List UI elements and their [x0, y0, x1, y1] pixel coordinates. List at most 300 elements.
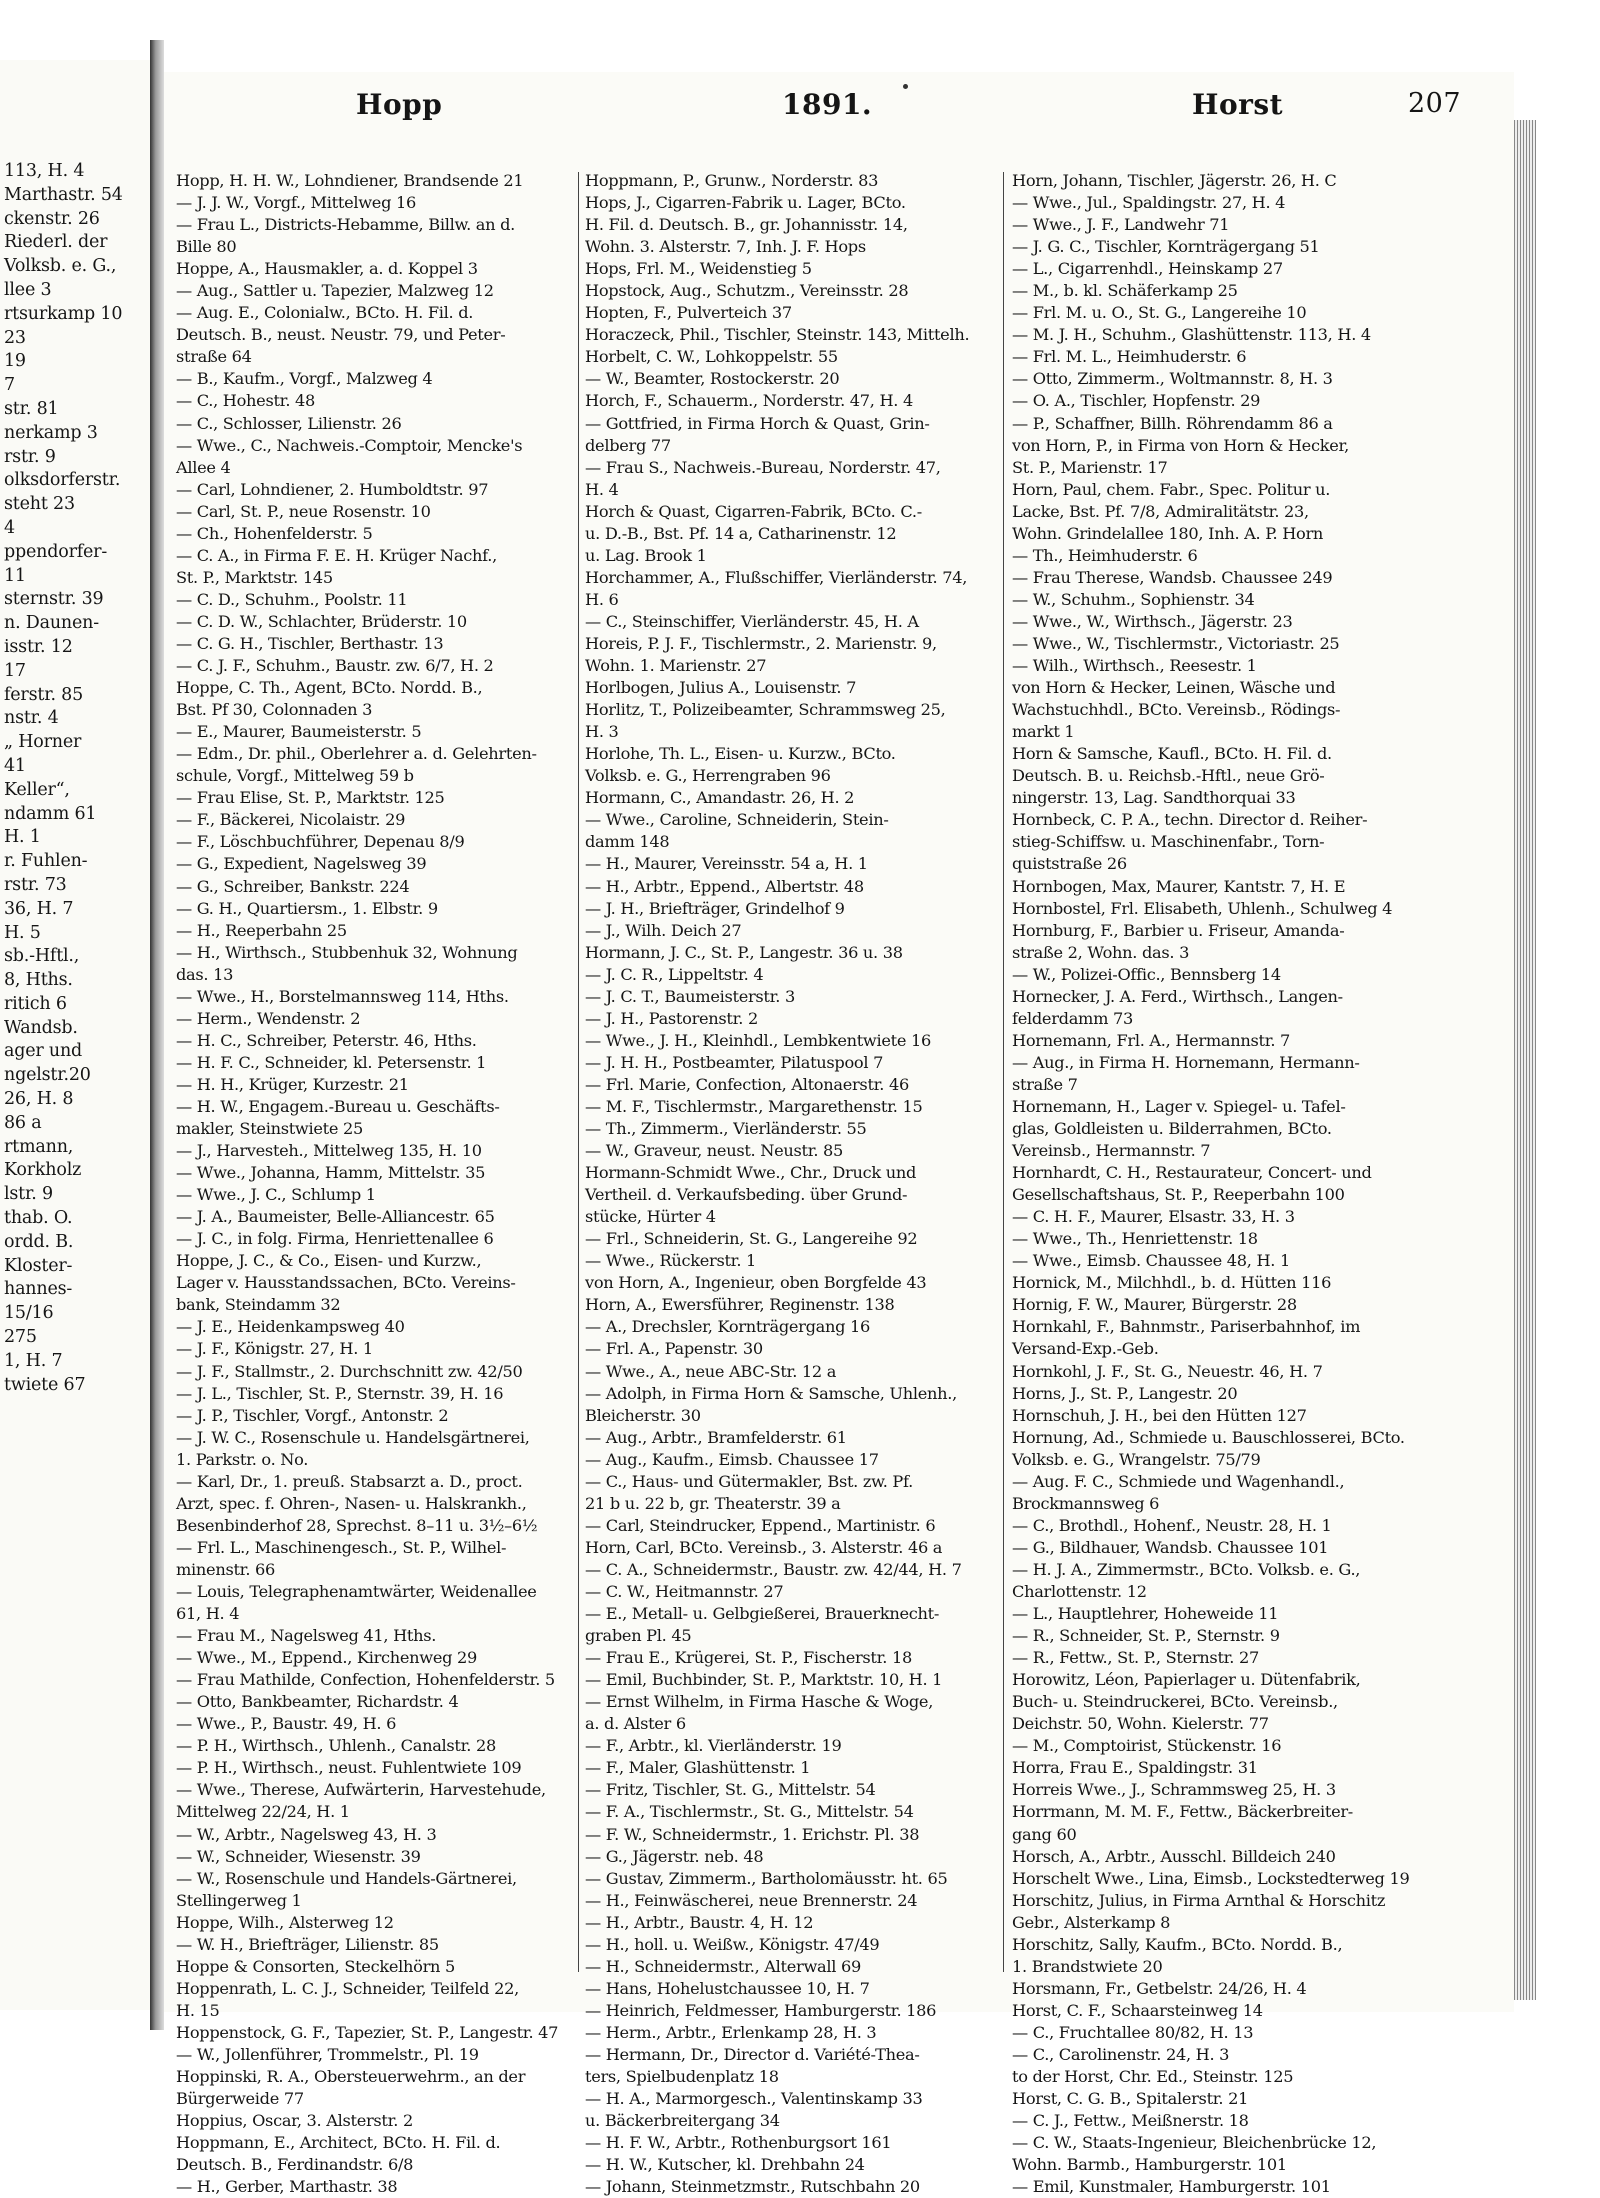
directory-entry-line: — Wwe., M., Eppend., Kirchenweg 29: [176, 1648, 478, 1668]
left-page-text-fragment: 275: [4, 1327, 37, 1348]
directory-entry-line: — Gustav, Zimmerm., Bartholomäusstr. ht. 65: [585, 1868, 948, 1888]
directory-entry-line: Wohn. 1. Marienstr. 27: [585, 656, 767, 676]
directory-entry-line: Horlitz, T., Polizeibeamter, Schrammsweg 25,: [585, 700, 946, 720]
directory-entry-line: — O. A., Tischler, Hopfenstr. 29: [1012, 391, 1261, 411]
directory-entry-line: Hornbeck, C. P. A., techn. Director d. Reiher-: [1012, 810, 1368, 830]
directory-entry-line: — Emil, Buchbinder, St. P., Marktstr. 10, H. 1: [585, 1670, 943, 1690]
left-page-text-fragment: rstr. 73: [4, 874, 67, 895]
directory-entry-line: Hoppenrath, L. C. J., Schneider, Teilfeld 22,: [176, 1978, 519, 1998]
directory-entry-line: Hoppmann, E., Architect, BCto. H. Fil. d.: [176, 2133, 501, 2153]
directory-entry-line: — Wwe., P., Baustr. 49, H. 6: [176, 1714, 397, 1734]
directory-entry-line: — C. D. W., Schlachter, Brüderstr. 10: [176, 611, 467, 631]
directory-entry-line: — Gottfried, in Firma Horch & Quast, Grin-: [585, 413, 930, 433]
directory-entry-line: 61, H. 4: [176, 1604, 240, 1624]
directory-entry-line: Hornbogen, Max, Maurer, Kantstr. 7, H. E: [1012, 876, 1346, 896]
directory-entry-line: von Horn, A., Ingenieur, oben Borgfelde 43: [585, 1273, 927, 1293]
left-page-text-fragment: n. Daunen-: [4, 613, 99, 634]
directory-entry-line: — Aug., Arbtr., Bramfelderstr. 61: [585, 1427, 847, 1447]
directory-entry-line: a. d. Alster 6: [585, 1714, 686, 1734]
directory-entry-line: — Wwe., W., Tischlermstr., Victoriastr. 25: [1012, 633, 1340, 653]
directory-entry-line: Volksb. e. G., Wrangelstr. 75/79: [1012, 1449, 1261, 1469]
directory-entry-line: Wachstuchhdl., BCto. Vereinsb., Rödings-: [1012, 700, 1341, 720]
book-binding: [150, 40, 164, 2030]
directory-entry-line: — C. A., in Firma F. E. H. Krüger Nachf.,: [176, 545, 497, 565]
directory-entry-line: Horschelt Wwe., Lina, Eimsb., Lockstedterweg 19: [1012, 1868, 1410, 1888]
directory-entry-line: — J., Harvesteh., Mittelweg 135, H. 10: [176, 1141, 482, 1161]
directory-entry-line: — H., Wirthsch., Stubbenhuk 32, Wohnung: [176, 942, 518, 962]
directory-entry-line: — C. G. H., Tischler, Berthastr. 13: [176, 633, 444, 653]
directory-entry-line: — W., Arbtr., Nagelsweg 43, H. 3: [176, 1824, 437, 1844]
directory-entry-line: von Horn, P., in Firma von Horn & Hecker,: [1012, 435, 1350, 455]
directory-entry-line: — Aug. F. C., Schmiede und Wagenhandl.,: [1012, 1471, 1345, 1491]
directory-entry-line: Horn, Carl, BCto. Vereinsb., 3. Alsterstr. 46 a: [585, 1537, 943, 1557]
directory-entry-line: Hornig, F. W., Maurer, Bürgerstr. 28: [1012, 1295, 1297, 1315]
directory-entry-line: Horschitz, Julius, in Firma Arnthal & Horschitz: [1012, 1890, 1386, 1910]
left-page-text-fragment: „ Horner: [4, 732, 82, 753]
left-page-text-fragment: ndamm 61: [4, 803, 97, 824]
directory-entry-line: Charlottenstr. 12: [1012, 1582, 1147, 1601]
directory-entry-line: damm 148: [585, 832, 670, 852]
directory-entry-line: — Frl. Marie, Confection, Altonaerstr. 46: [585, 1074, 909, 1094]
directory-entry-line: — F., Bäckerei, Nicolaistr. 29: [176, 810, 406, 830]
left-page-text-fragment: hannes-: [4, 1279, 73, 1300]
directory-entry-line: — J. H., Pastorenstr. 2: [585, 1008, 758, 1028]
directory-entry-line: — C., Fruchtallee 80/82, H. 13: [1012, 2022, 1254, 2042]
directory-entry-line: Hoppmann, P., Grunw., Norderstr. 83: [585, 171, 879, 190]
directory-entry-line: Wohn. 3. Alsterstr. 7, Inh. J. F. Hops: [585, 237, 866, 257]
directory-entry-line: — J. H., Briefträger, Grindelhof 9: [585, 898, 845, 918]
left-page-text-fragment: Marthastr. 54: [4, 184, 123, 205]
directory-entry-line: — J., Wilh. Deich 27: [585, 920, 742, 940]
directory-entry-line: — C. J. F., Schuhm., Baustr. zw. 6/7, H. 2: [176, 656, 494, 676]
directory-entry-line: schule, Vorgf., Mittelweg 59 b: [176, 766, 414, 786]
directory-entry-line: — M. F., Tischlermstr., Margarethenstr. 15: [585, 1096, 923, 1116]
left-page-text-fragment: ferstr. 85: [4, 684, 84, 705]
directory-entry-line: — H., Feinwäscherei, neue Brennerstr. 24: [585, 1890, 918, 1910]
directory-entry-line: Hoppe, A., Hausmakler, a. d. Koppel 3: [176, 259, 478, 279]
left-page-text-fragment: ckenstr. 26: [4, 208, 100, 229]
directory-entry-line: — C. H. F., Maurer, Elsastr. 33, H. 3: [1012, 1207, 1295, 1227]
directory-entry-line: Horsmann, Fr., Getbelstr. 24/26, H. 4: [1012, 1978, 1307, 1998]
directory-entry-line: — H., Schneidermstr., Alterwall 69: [585, 1956, 861, 1976]
directory-entry-line: — Johann, Steinmetzmstr., Rutschbahn 20: [585, 2177, 920, 2197]
directory-entry-line: — G., Expedient, Nagelsweg 39: [176, 854, 427, 874]
left-page-text-fragment: olksdorferstr.: [4, 470, 121, 491]
directory-entry-line: Horrmann, M. M. F., Fettw., Bäckerbreiter-: [1012, 1802, 1353, 1822]
directory-entry-line: Besenbinderhof 28, Sprechst. 8–11 u. 3½–6½: [176, 1515, 538, 1535]
directory-entry-line: — Wwe., Th., Henriettenstr. 18: [1012, 1229, 1258, 1249]
directory-entry-line: — W. H., Briefträger, Lilienstr. 85: [176, 1934, 439, 1954]
left-page-text-fragment: llee 3: [4, 279, 52, 300]
directory-entry-line: — Carl, St. P., neue Rosenstr. 10: [176, 501, 431, 521]
directory-entry-line: Hopten, F., Pulverteich 37: [585, 303, 792, 323]
left-page-text-fragment: nstr. 4: [4, 708, 59, 729]
directory-entry-line: — Frau L., Districts-Hebamme, Billw. an d.: [176, 215, 516, 235]
left-page-text-fragment: 23: [4, 327, 26, 348]
directory-entry-line: Horaczeck, Phil., Tischler, Steinstr. 143, Mittelh.: [585, 325, 970, 345]
directory-entry-line: straße 7: [1012, 1074, 1078, 1094]
directory-entry-line: Allee 4: [176, 457, 231, 477]
directory-entry-line: Mittelweg 22/24, H. 1: [176, 1802, 350, 1822]
directory-entry-line: — C. A., Schneidermstr., Baustr. zw. 42/44, H. 7: [585, 1559, 962, 1579]
left-page-text-fragment: 11: [4, 565, 26, 586]
directory-entry-line: — Wwe., C., Nachweis.-Comptoir, Mencke's: [176, 435, 523, 455]
directory-entry-line: felderdamm 73: [1012, 1008, 1133, 1028]
directory-entry-line: — H. W., Engagem.-Bureau u. Geschäfts-: [176, 1096, 500, 1116]
directory-entry-line: H. Fil. d. Deutsch. B., gr. Johannisstr. 14,: [585, 215, 908, 235]
directory-entry-line: — Frau Elise, St. P., Marktstr. 125: [176, 788, 445, 808]
directory-entry-line: — C. W., Staats-Ingenieur, Bleichenbrücke 12,: [1012, 2133, 1377, 2153]
directory-entry-line: — Th., Zimmerm., Vierländerstr. 55: [585, 1119, 867, 1139]
directory-entry-line: — J. F., Stallmstr., 2. Durchschnitt zw. 42/50: [176, 1361, 523, 1381]
directory-entry-line: stieg-Schiffsw. u. Maschinenfabr., Torn-: [1012, 832, 1325, 852]
directory-entry-line: Buch- u. Steindruckerei, BCto. Vereinsb.,: [1012, 1692, 1338, 1712]
directory-entry-line: gang 60: [1012, 1824, 1077, 1844]
directory-entry-line: 1. Parkstr. o. No.: [176, 1449, 309, 1469]
left-page-text-fragment: ritich 6: [4, 993, 67, 1014]
directory-entry-line: Hormann, C., Amandastr. 26, H. 2: [585, 788, 855, 808]
directory-entry-line: — C., Hohestr. 48: [176, 391, 316, 411]
directory-entry-line: ters, Spielbudenplatz 18: [585, 2067, 779, 2087]
directory-entry-line: — Wwe., H., Borstelmannsweg 114, Hths.: [176, 986, 509, 1006]
directory-entry-line: Vereinsb., Hermannstr. 7: [1012, 1141, 1211, 1161]
directory-entry-line: — G., Bildhauer, Wandsb. Chaussee 101: [1012, 1537, 1329, 1557]
directory-entry-line: quiststraße 26: [1012, 854, 1127, 874]
directory-entry-line: Hoppe & Consorten, Steckelhörn 5: [176, 1956, 456, 1976]
directory-entry-line: — L., Hauptlehrer, Hoheweide 11: [1012, 1604, 1279, 1624]
directory-entry-line: — J. C., in folg. Firma, Henriettenallee 6: [176, 1229, 494, 1249]
directory-entry-line: Deutsch. B. u. Reichsb.-Hftl., neue Grö-: [1012, 766, 1325, 786]
directory-entry-line: — F. A., Tischlermstr., St. G., Mittelstr. 54: [585, 1802, 914, 1822]
directory-entry-line: — G. H., Quartiersm., 1. Elbstr. 9: [176, 898, 438, 918]
left-page-text-fragment: ordd. B.: [4, 1231, 74, 1252]
left-page-text-fragment: 15/16: [4, 1303, 54, 1324]
directory-entry-line: u. Lag. Brook 1: [585, 545, 707, 565]
directory-entry-line: straße 2, Wohn. das. 3: [1012, 942, 1190, 962]
page-number: 207: [1408, 88, 1462, 119]
directory-entry-line: Hops, J., Cigarren-Fabrik u. Lager, BCto.: [585, 193, 906, 213]
directory-entry-line: — Frl. L., Maschinengesch., St. P., Wilhel-: [176, 1537, 507, 1557]
directory-entry-line: — H. W., Kutscher, kl. Drehbahn 24: [585, 2155, 865, 2175]
left-page-text-fragment: 41: [4, 755, 26, 776]
directory-entry-line: — Th., Heimhuderstr. 6: [1012, 545, 1198, 565]
ink-dot: [903, 84, 908, 89]
directory-entry-line: Horn, Paul, chem. Fabr., Spec. Politur u.: [1012, 479, 1331, 499]
directory-entry-line: Horsch, A., Arbtr., Ausschl. Billdeich 240: [1012, 1846, 1336, 1866]
directory-entry-line: — W., Schneider, Wiesenstr. 39: [176, 1846, 421, 1866]
directory-entry-line: Wohn. Barmb., Hamburgerstr. 101: [1012, 2155, 1287, 2175]
directory-entry-line: Bleicherstr. 30: [585, 1405, 701, 1425]
directory-entry-line: Horeis, P. J. F., Tischlermstr., 2. Marienstr. 9,: [585, 633, 937, 653]
directory-entry-line: Hoppenstock, G. F., Tapezier, St. P., Langestr. 47: [176, 2022, 559, 2042]
directory-entry-line: stücke, Hürter 4: [585, 1207, 716, 1227]
left-page-text-fragment: ppendorfer-: [4, 541, 108, 562]
directory-entry-line: Horst, C. F., Schaarsteinweg 14: [1012, 2000, 1263, 2020]
directory-entry-line: markt 1: [1012, 722, 1075, 742]
directory-entry-line: graben Pl. 45: [585, 1626, 692, 1646]
directory-entry-line: Horn, Johann, Tischler, Jägerstr. 26, H. C: [1012, 171, 1337, 190]
directory-entry-line: — J. C. T., Baumeisterstr. 3: [585, 986, 795, 1006]
directory-entry-line: Hornbostel, Frl. Elisabeth, Uhlenh., Schulweg 4: [1012, 898, 1393, 918]
directory-entry-line: — C., Haus- und Gütermakler, Bst. zw. Pf.: [585, 1471, 913, 1491]
directory-entry-line: — Karl, Dr., 1. preuß. Stabsarzt a. D., proct.: [176, 1471, 523, 1491]
directory-entry-line: Hoppe, C. Th., Agent, BCto. Nordd. B.,: [176, 678, 483, 698]
directory-entry-line: — W., Schuhm., Sophienstr. 34: [1012, 589, 1255, 609]
directory-entry-line: H. 4: [585, 479, 619, 499]
directory-entry-line: Horch, F., Schauerm., Norderstr. 47, H. 4: [585, 391, 913, 411]
directory-entry-line: — H., Arbtr., Baustr. 4, H. 12: [585, 1912, 814, 1932]
directory-entry-line: — Wwe., J. H., Kleinhdl., Lembkentwiete 16: [585, 1030, 931, 1050]
directory-entry-line: — Frau E., Krügerei, St. P., Fischerstr. 18: [585, 1648, 912, 1668]
directory-entry-line: Hornhardt, C. H., Restaurateur, Concert- und: [1012, 1163, 1372, 1183]
directory-entry-line: Bille 80: [176, 237, 237, 257]
directory-entry-line: — M., b. kl. Schäferkamp 25: [1012, 281, 1238, 301]
directory-entry-line: — Aug., in Firma H. Hornemann, Hermann-: [1012, 1052, 1360, 1072]
column-rule: [578, 172, 579, 1972]
directory-entry-line: to der Horst, Chr. Ed., Steinstr. 125: [1012, 2067, 1294, 2087]
directory-entry-line: Hoppe, Wilh., Alsterweg 12: [176, 1912, 394, 1932]
directory-entry-line: bank, Steindamm 32: [176, 1295, 341, 1315]
directory-entry-line: Hornkahl, F., Bahnmstr., Pariserbahnhof, im: [1012, 1317, 1361, 1337]
left-page-text-fragment: 19: [4, 351, 26, 372]
directory-entry-line: — W., Jollenführer, Trommelstr., Pl. 19: [176, 2044, 479, 2064]
directory-entry-line: Horschitz, Sally, Kaufm., BCto. Nordd. B.,: [1012, 1934, 1343, 1954]
directory-entry-line: — F. W., Schneidermstr., 1. Erichstr. Pl. 38: [585, 1824, 920, 1844]
directory-entry-line: straße 64: [176, 347, 252, 367]
directory-entry-line: Horreis Wwe., J., Schrammsweg 25, H. 3: [1012, 1780, 1336, 1800]
left-page-text-fragment: sb.-Hftl.,: [4, 946, 80, 967]
directory-entry-line: — Wwe., J. F., Landwehr 71: [1012, 215, 1230, 235]
directory-entry-line: Horst, C. G. B., Spitalerstr. 21: [1012, 2089, 1249, 2109]
directory-entry-line: — Frl. M. u. O., St. G., Langereihe 10: [1012, 303, 1307, 323]
directory-entry-line: — Carl, Lohndiener, 2. Humboldtstr. 97: [176, 479, 489, 499]
left-page-text-fragment: str. 81: [4, 398, 59, 419]
column-rule: [1003, 172, 1004, 1972]
directory-entry-line: — J. P., Tischler, Vorgf., Antonstr. 2: [176, 1405, 449, 1425]
directory-entry-line: Deutsch. B., neust. Neustr. 79, und Peter-: [176, 325, 506, 345]
directory-entry-line: — A., Drechsler, Kornträgergang 16: [585, 1317, 871, 1337]
directory-entry-line: — Carl, Steindrucker, Eppend., Martinistr. 6: [585, 1515, 936, 1535]
directory-entry-line: — J. A., Baumeister, Belle-Alliancestr. 65: [176, 1207, 495, 1227]
directory-entry-line: Gebr., Alsterkamp 8: [1012, 1912, 1171, 1932]
left-page-text-fragment: Keller“,: [4, 779, 70, 800]
directory-entry-line: — F., Arbtr., kl. Vierländerstr. 19: [585, 1736, 842, 1756]
directory-entry-line: — H. H., Krüger, Kurzestr. 21: [176, 1074, 409, 1094]
directory-entry-line: von Horn & Hecker, Leinen, Wäsche und: [1012, 678, 1336, 698]
directory-entry-line: — H., holl. u. Weißw., Königstr. 47/49: [585, 1934, 880, 1954]
directory-entry-line: Deichstr. 50, Wohn. Kielerstr. 77: [1012, 1714, 1269, 1734]
directory-entry-line: — C., Carolinenstr. 24, H. 3: [1012, 2044, 1230, 2064]
directory-entry-line: — C. W., Heitmannstr. 27: [585, 1582, 784, 1601]
directory-entry-line: — H. C., Schreiber, Peterstr. 46, Hths.: [176, 1030, 477, 1050]
left-page-text-fragment: 17: [4, 660, 26, 681]
directory-entry-line: 1. Brandstwiete 20: [1012, 1956, 1163, 1976]
left-page-text-fragment: 7: [4, 375, 15, 396]
directory-entry-line: — H. A., Marmorgesch., Valentinskamp 33: [585, 2089, 923, 2109]
left-page-text-fragment: r. Fuhlen-: [4, 851, 88, 872]
left-page-text-fragment: Wandsb.: [4, 1017, 78, 1038]
directory-entry-line: Hoppe, J. C., & Co., Eisen- und Kurzw.,: [176, 1251, 482, 1271]
directory-entry-line: — H., Gerber, Marthastr. 38: [176, 2177, 398, 2197]
directory-entry-line: — C. J., Fettw., Meißnerstr. 18: [1012, 2111, 1249, 2131]
directory-entry-line: — G., Schreiber, Bankstr. 224: [176, 876, 410, 896]
directory-entry-line: Bst. Pf 30, Colonnaden 3: [176, 700, 373, 720]
directory-entry-line: — Edm., Dr. phil., Oberlehrer a. d. Gelehrten-: [176, 744, 537, 764]
directory-entry-line: — F., Löschbuchführer, Depenau 8/9: [176, 832, 465, 852]
directory-entry-line: — C., Steinschiffer, Vierländerstr. 45, H. A: [585, 611, 919, 631]
directory-entry-line: — P. H., Wirthsch., Uhlenh., Canalstr. 28: [176, 1736, 496, 1756]
directory-entry-line: — H. F. W., Arbtr., Rothenburgsort 161: [585, 2133, 892, 2153]
directory-column-3: [1012, 170, 1414, 2197]
directory-entry-line: Hornburg, F., Barbier u. Friseur, Amanda-: [1012, 920, 1345, 940]
left-page-text-fragment: Korkholz: [4, 1160, 82, 1181]
directory-entry-line: Hornung, Ad., Schmiede u. Bauschlosserei, BCto.: [1012, 1427, 1405, 1447]
left-page-text-fragment: thab. O.: [4, 1208, 73, 1229]
directory-entry-line: Horchammer, A., Flußschiffer, Vierländerstr. 74,: [585, 567, 968, 587]
directory-entry-line: — Adolph, in Firma Horn & Samsche, Uhlenh.,: [585, 1383, 957, 1403]
directory-entry-line: Horowitz, Léon, Papierlager u. Dütenfabrik,: [1012, 1670, 1361, 1690]
directory-entry-line: St. P., Marienstr. 17: [1012, 457, 1168, 477]
directory-entry-line: — Frau Mathilde, Confection, Hohenfelderstr. 5: [176, 1670, 555, 1690]
left-page-text-fragment: 8, Hths.: [4, 970, 73, 991]
directory-entry-line: — Herm., Wendenstr. 2: [176, 1008, 361, 1028]
directory-entry-line: Vertheil. d. Verkaufsbeding. über Grund-: [585, 1185, 908, 1205]
directory-entry-line: — R., Schneider, St. P., Sternstr. 9: [1012, 1626, 1280, 1646]
directory-entry-line: — Otto, Zimmerm., Woltmannstr. 8, H. 3: [1012, 369, 1333, 389]
directory-entry-line: minenstr. 66: [176, 1559, 276, 1579]
directory-entry-line: — Fritz, Tischler, St. G., Mittelstr. 54: [585, 1780, 876, 1800]
directory-entry-line: — Aug., Kaufm., Eimsb. Chaussee 17: [585, 1449, 879, 1469]
directory-entry-line: — J. L., Tischler, St. P., Sternstr. 39, H. 16: [176, 1383, 504, 1403]
directory-entry-line: Horlohe, Th. L., Eisen- u. Kurzw., BCto.: [585, 744, 896, 764]
directory-entry-line: Horra, Frau E., Spaldingstr. 31: [1012, 1758, 1258, 1778]
directory-entry-line: — Frl. A., Papenstr. 30: [585, 1339, 763, 1359]
left-page-text-fragment: ngelstr.20: [4, 1065, 91, 1086]
directory-entry-line: — Aug. E., Colonialw., BCto. H. Fil. d.: [176, 303, 474, 323]
directory-entry-line: — Frau S., Nachweis.-Bureau, Norderstr. 47,: [585, 457, 941, 477]
directory-entry-line: — Hermann, Dr., Director d. Variété-Thea-: [585, 2044, 920, 2064]
left-page-text-fragment: 26, H. 8: [4, 1089, 74, 1110]
directory-entry-line: — Ernst Wilhelm, in Firma Hasche & Woge,: [585, 1692, 934, 1712]
left-page-text-fragment: isstr. 12: [4, 636, 73, 657]
directory-entry-line: ningerstr. 13, Lag. Sandthorquai 33: [1012, 788, 1296, 808]
directory-entry-line: — R., Fettw., St. P., Sternstr. 27: [1012, 1648, 1259, 1668]
directory-entry-line: — J. F., Königstr. 27, H. 1: [176, 1339, 373, 1359]
directory-entry-line: — Wwe., Therese, Aufwärterin, Harvestehude,: [176, 1780, 546, 1800]
directory-entry-line: u. D.-B., Bst. Pf. 14 a, Catharinenstr. 12: [585, 523, 897, 543]
directory-entry-line: Hornick, M., Milchhdl., b. d. Hütten 116: [1012, 1273, 1332, 1293]
directory-entry-line: glas, Goldleisten u. Bilderrahmen, BCto.: [1012, 1119, 1332, 1139]
directory-entry-line: u. Bäckerbreitergang 34: [585, 2111, 780, 2131]
directory-entry-line: Versand-Exp.-Geb.: [1012, 1339, 1159, 1359]
directory-entry-line: H. 3: [585, 722, 619, 742]
running-head-right: Horst: [1192, 88, 1284, 121]
directory-entry-line: Stellingerweg 1: [176, 1890, 302, 1910]
directory-entry-line: — Frau Therese, Wandsb. Chaussee 249: [1012, 567, 1333, 587]
directory-entry-line: — Frl., Schneiderin, St. G., Langereihe 92: [585, 1229, 918, 1249]
directory-entry-line: — G., Jägerstr. neb. 48: [585, 1846, 764, 1866]
directory-entry-line: Hormann-Schmidt Wwe., Chr., Druck und: [585, 1163, 917, 1183]
directory-entry-line: — Wwe., Jul., Spaldingstr. 27, H. 4: [1012, 193, 1286, 213]
left-page-text-fragment: 4: [4, 517, 15, 538]
directory-entry-line: H. 15: [176, 2000, 220, 2020]
directory-entry-line: Volksb. e. G., Herrengraben 96: [585, 766, 831, 786]
directory-entry-line: Horbelt, C. W., Lohkoppelstr. 55: [585, 347, 838, 367]
directory-entry-line: — H., Maurer, Vereinsstr. 54 a, H. 1: [585, 854, 868, 874]
directory-entry-line: Hopp, H. H. W., Lohndiener, Brandsende 21: [176, 171, 524, 190]
directory-entry-line: — W., Graveur, neust. Neustr. 85: [585, 1141, 844, 1161]
directory-entry-line: H. 6: [585, 589, 619, 609]
directory-column-1: [176, 170, 578, 2197]
directory-entry-line: — J. W. C., Rosenschule u. Handelsgärtnerei,: [176, 1427, 530, 1447]
left-page-text-fragment: sternstr. 39: [4, 589, 104, 610]
directory-entry-line: — Wwe., Eimsb. Chaussee 48, H. 1: [1012, 1251, 1290, 1271]
left-page-text-fragment: rtsurkamp 10: [4, 303, 123, 324]
directory-entry-line: Horns, J., St. P., Langestr. 20: [1012, 1383, 1238, 1403]
left-page-text-fragment: 1, H. 7: [4, 1350, 63, 1371]
directory-entry-line: Hornkohl, J. F., St. G., Neuestr. 46, H. 7: [1012, 1361, 1323, 1381]
directory-entry-line: — P. H., Wirthsch., neust. Fuhlentwiete 109: [176, 1758, 522, 1778]
directory-entry-line: — H. J. A., Zimmermstr., BCto. Volksb. e. G.,: [1012, 1559, 1361, 1579]
left-page-text-fragment: twiete 67: [4, 1374, 86, 1395]
running-head-left: Hopp: [356, 88, 443, 121]
directory-entry-line: Hornecker, J. A. Ferd., Wirthsch., Langen-: [1012, 986, 1343, 1006]
directory-entry-line: — W., Polizei-Offic., Bennsberg 14: [1012, 964, 1281, 984]
directory-entry-line: Hoppius, Oscar, 3. Alsterstr. 2: [176, 2111, 413, 2131]
directory-entry-line: — M. J. H., Schuhm., Glashüttenstr. 113, H. 4: [1012, 325, 1371, 345]
directory-entry-line: Horn & Samsche, Kaufl., BCto. H. Fil. d.: [1012, 744, 1332, 764]
directory-entry-line: — Wilh., Wirthsch., Reesestr. 1: [1012, 656, 1257, 676]
left-page-text-fragment: H. 1: [4, 827, 41, 848]
directory-entry-line: Hornemann, Frl. A., Hermannstr. 7: [1012, 1030, 1291, 1050]
directory-entry-line: — Louis, Telegraphenamtwärter, Weidenallee: [176, 1582, 537, 1601]
directory-entry-line: — Frau M., Nagelsweg 41, Hths.: [176, 1626, 437, 1646]
directory-entry-line: Lacke, Bst. Pf. 7/8, Admiralitätstr. 23,: [1012, 501, 1309, 521]
directory-entry-line: Hormann, J. C., St. P., Langestr. 36 u. 38: [585, 942, 903, 962]
left-page-fragment: [0, 60, 154, 2010]
directory-entry-line: Brockmannsweg 6: [1012, 1493, 1160, 1513]
directory-entry-line: — W., Rosenschule und Handels-Gärtnerei,: [176, 1868, 517, 1888]
directory-entry-line: makler, Steinstwiete 25: [176, 1119, 363, 1139]
directory-entry-line: Hornemann, H., Lager v. Spiegel- u. Tafel-: [1012, 1096, 1346, 1116]
directory-entry-line: — Aug., Sattler u. Tapezier, Malzweg 12: [176, 281, 494, 301]
directory-entry-line: — P., Schaffner, Billh. Röhrendamm 86 a: [1012, 413, 1333, 433]
directory-entry-line: — H., Arbtr., Eppend., Albertstr. 48: [585, 876, 864, 896]
left-page-text-fragment: 86 a: [4, 1112, 42, 1133]
directory-entry-line: — Hans, Hohelustchaussee 10, H. 7: [585, 1978, 870, 1998]
directory-entry-line: — Wwe., Caroline, Schneiderin, Stein-: [585, 810, 889, 830]
directory-entry-line: Bürgerweide 77: [176, 2089, 304, 2109]
left-page-text-fragment: ager und: [4, 1041, 83, 1062]
directory-entry-line: — J. G. C., Tischler, Kornträgergang 51: [1012, 237, 1320, 257]
directory-entry-line: — Heinrich, Feldmesser, Hamburgerstr. 186: [585, 2000, 937, 2020]
directory-entry-line: — L., Cigarrenhdl., Heinskamp 27: [1012, 259, 1283, 279]
directory-entry-line: — Wwe., J. C., Schlump 1: [176, 1185, 376, 1205]
directory-entry-line: Horch & Quast, Cigarren-Fabrik, BCto. C.-: [585, 501, 922, 521]
directory-entry-line: Hornschuh, J. H., bei den Hütten 127: [1012, 1405, 1307, 1425]
directory-entry-line: Arzt, spec. f. Ohren-, Nasen- u. Halskrankh.,: [176, 1493, 527, 1513]
directory-entry-line: — B., Kaufm., Vorgf., Malzweg 4: [176, 369, 433, 389]
directory-entry-line: Hops, Frl. M., Weidenstieg 5: [585, 259, 812, 279]
directory-entry-line: Horlbogen, Julius A., Louisenstr. 7: [585, 678, 857, 698]
directory-entry-line: — Ch., Hohenfelderstr. 5: [176, 523, 373, 543]
left-page-text-fragment: Volksb. e. G.,: [4, 256, 117, 277]
directory-entry-line: — H., Reeperbahn 25: [176, 920, 347, 940]
directory-entry-line: Wohn. Grindelallee 180, Inh. A. P. Horn: [1012, 523, 1324, 543]
directory-entry-line: — Herm., Arbtr., Erlenkamp 28, H. 3: [585, 2022, 877, 2042]
directory-entry-line: — Wwe., Johanna, Hamm, Mittelstr. 35: [176, 1163, 486, 1183]
directory-entry-line: 21 b u. 22 b, gr. Theaterstr. 39 a: [585, 1493, 841, 1513]
